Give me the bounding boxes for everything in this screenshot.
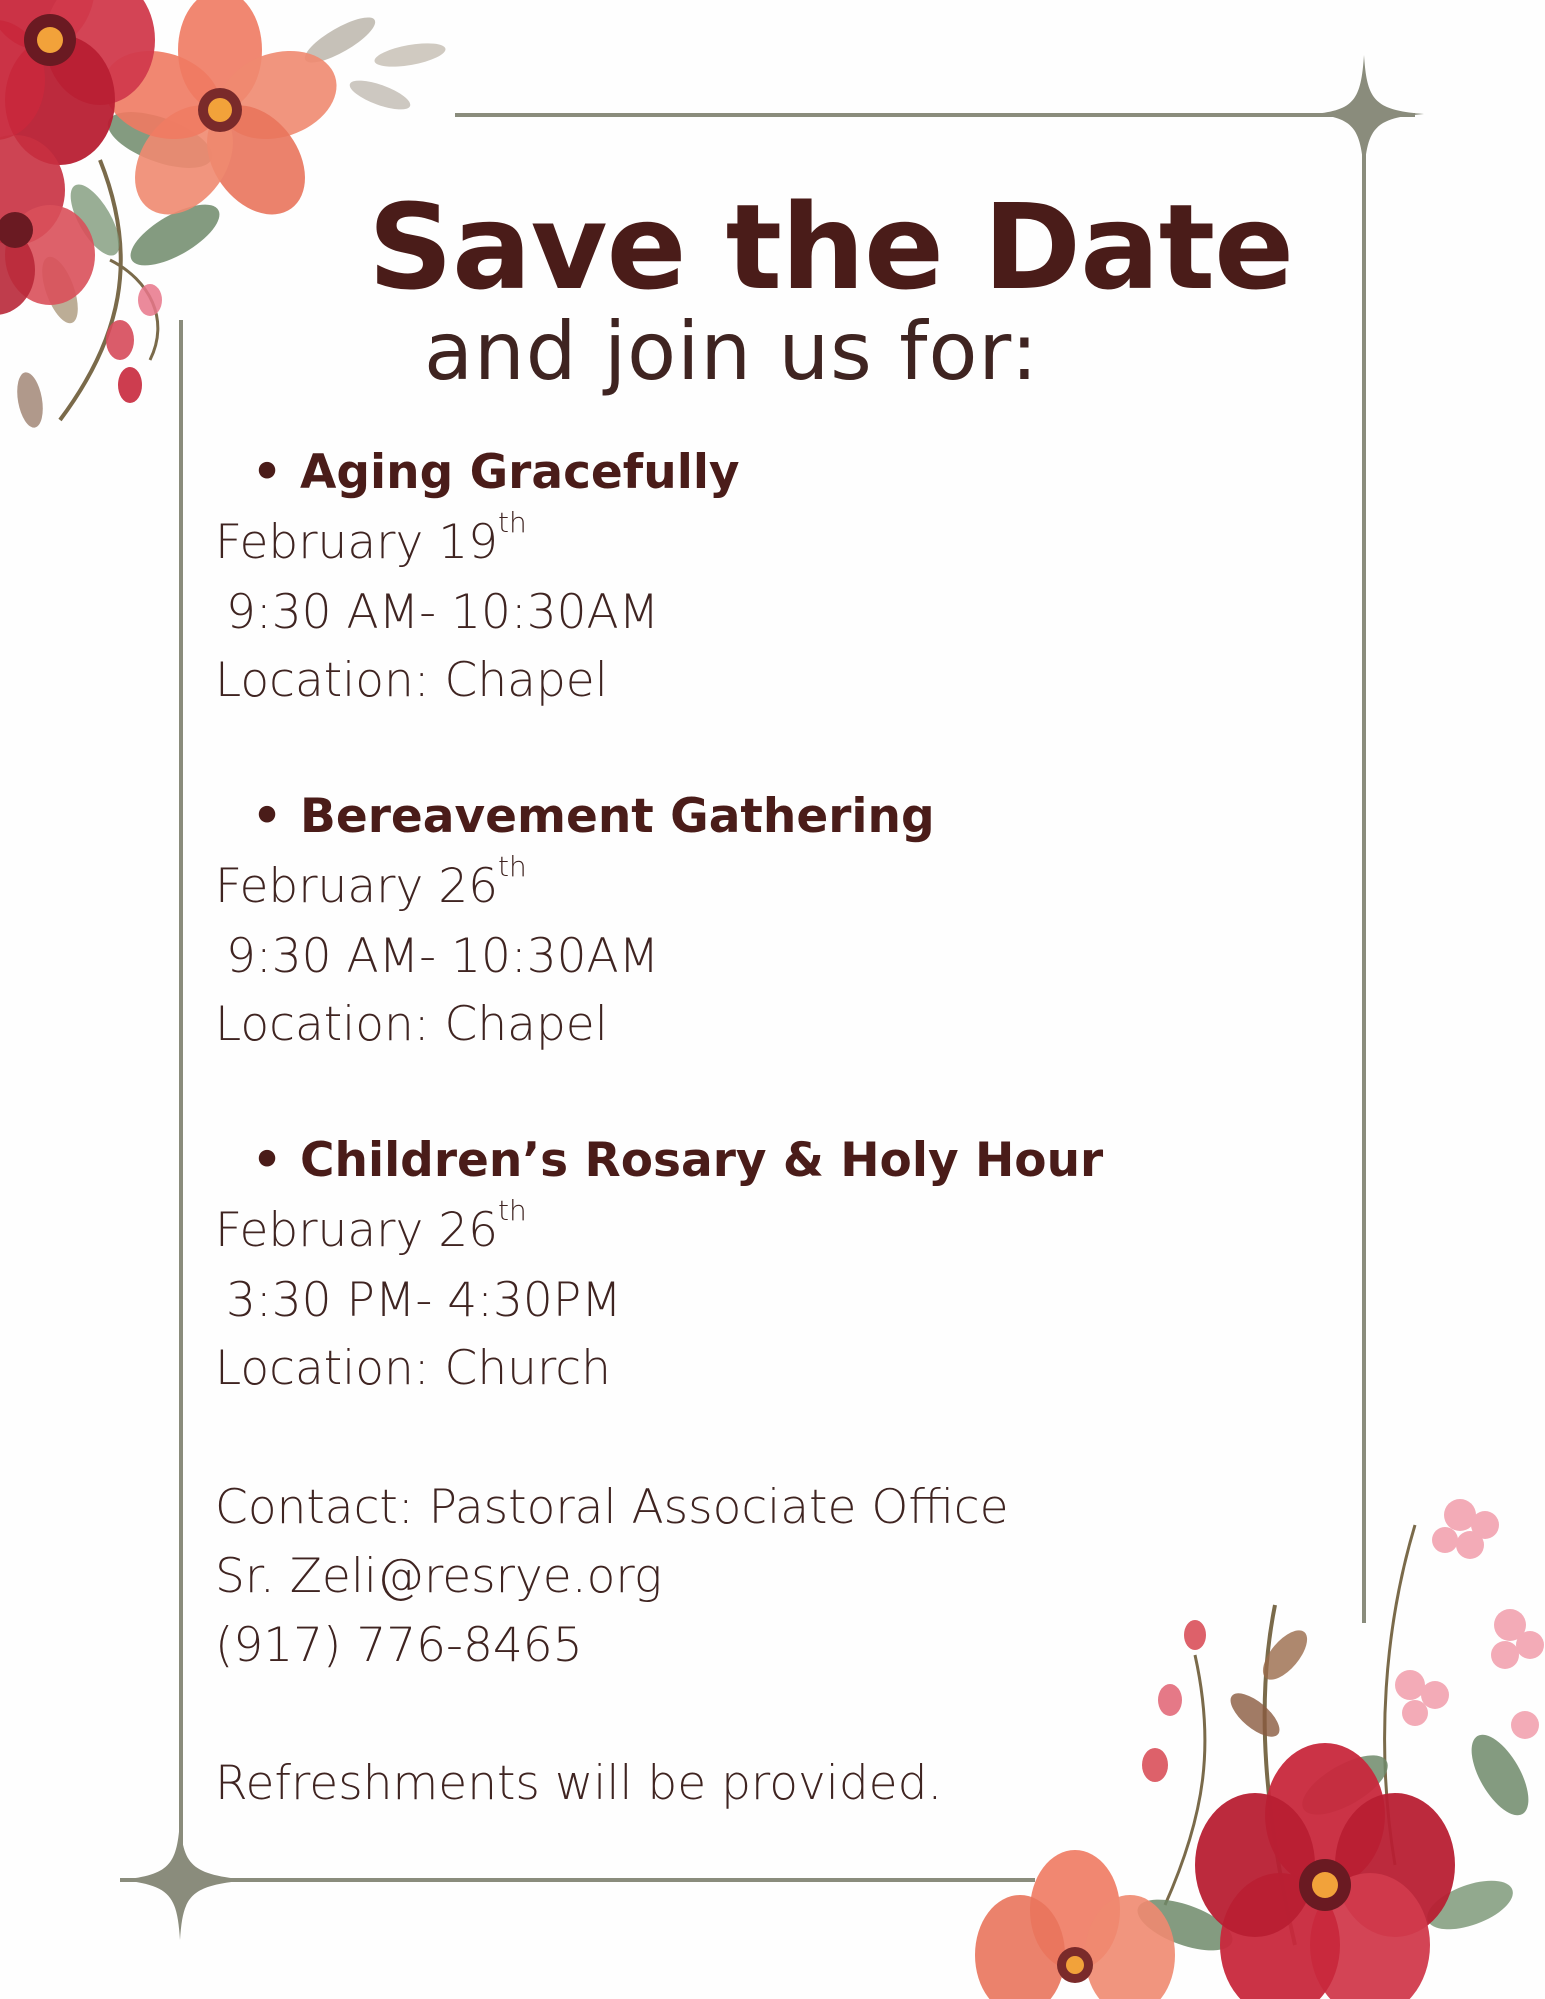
bullet-icon: • [252, 445, 283, 500]
contact-email[interactable]: Sr. Zeli@resrye.org [215, 1549, 663, 1604]
frame-top-line [455, 113, 1415, 117]
event-date-suffix: th [498, 850, 527, 883]
event-title-3 [252, 1133, 1103, 1188]
event-location-1: Location: Chapel [215, 653, 608, 708]
frame-left-line [179, 320, 183, 1880]
event-name: Children’s Rosary & Holy Hour [300, 1133, 1104, 1188]
sparkle-top-right-icon [1314, 55, 1424, 175]
frame-right-line [1362, 113, 1366, 1623]
event-date-text: February 26 [215, 859, 499, 914]
event-time-2: 9:30 AM- 10:30AM [226, 929, 660, 984]
event-title-1 [252, 445, 740, 500]
contact-phone[interactable]: (917) 776-8465 [215, 1618, 583, 1673]
bullet-icon: • [252, 1133, 283, 1188]
refreshments-note: Refreshments will be provided. [215, 1756, 943, 1811]
event-time-3: 3:30 PM- 4:30PM [226, 1273, 622, 1328]
page-title: Save the Date [368, 178, 1294, 316]
event-date-suffix: th [498, 1194, 527, 1227]
page-subtitle: and join us for: [424, 305, 1039, 398]
event-name: Aging Gracefully [300, 445, 740, 500]
event-title-2 [252, 789, 935, 844]
bullet-icon: • [252, 789, 283, 844]
contact-office: Contact: Pastoral Associate Office [215, 1480, 1009, 1535]
event-date-3 [215, 1194, 527, 1258]
event-date-text: February 26 [215, 1203, 499, 1258]
event-date-suffix: th [498, 506, 527, 539]
event-time-1: 9:30 AM- 10:30AM [226, 585, 660, 640]
event-location-3: Location: Church [215, 1341, 611, 1396]
event-location-2: Location: Chapel [215, 997, 608, 1052]
event-date-1 [215, 506, 527, 570]
event-date-2 [215, 850, 527, 914]
sparkle-bottom-left-icon [120, 1820, 250, 1940]
event-name: Bereavement Gathering [300, 789, 935, 844]
event-date-text: February 19 [215, 515, 499, 570]
frame-bottom-line [120, 1878, 1035, 1882]
floral-bottom-right-icon [955, 1485, 1545, 1999]
